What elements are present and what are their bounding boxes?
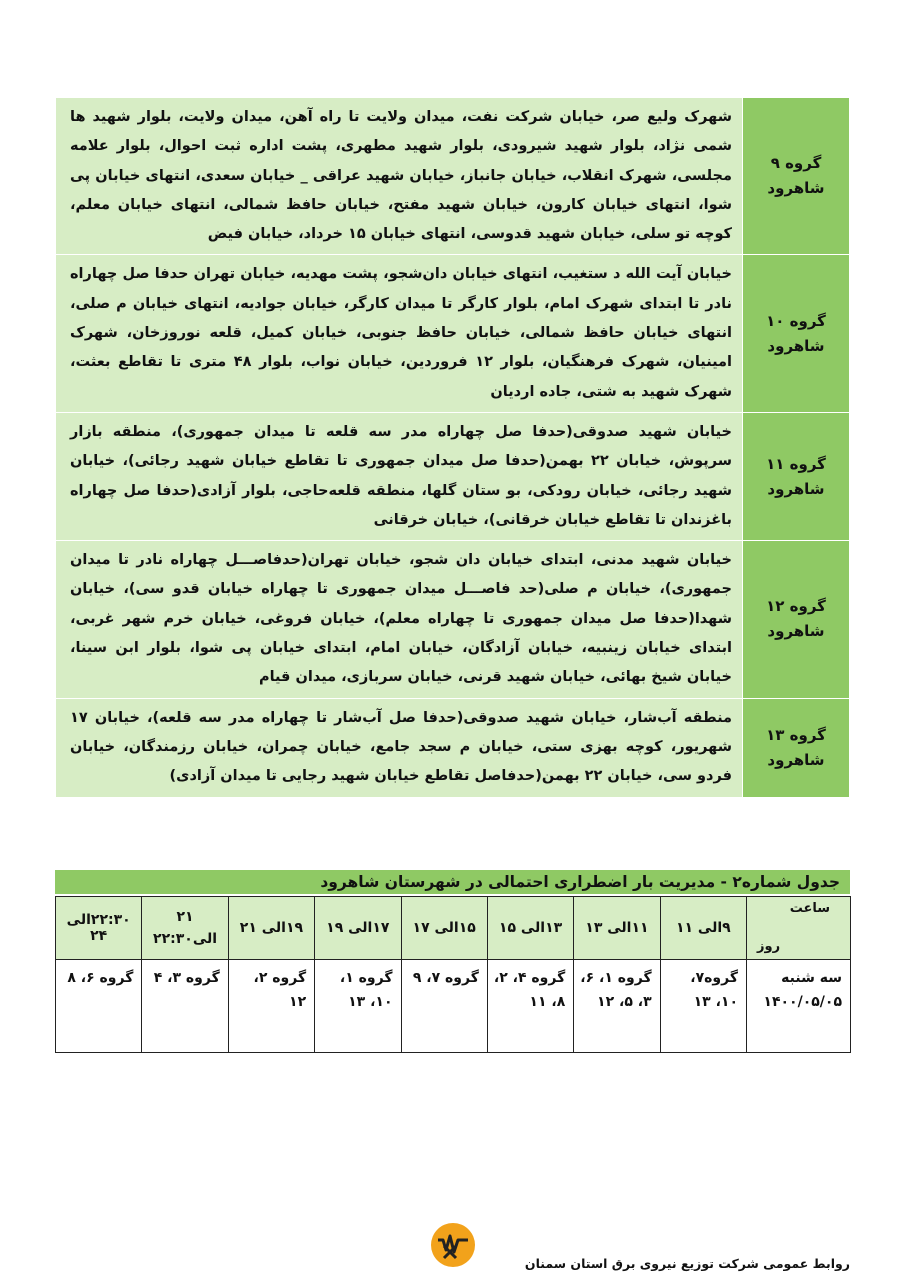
time-slot: ۱۹الی ۲۱ <box>228 897 314 960</box>
group-name: گروه ۱۰ <box>766 311 826 330</box>
slot-groups: گروه ۱، ۱۰، ۱۳ <box>315 960 401 1053</box>
time-slot: ۱۵الی ۱۷ <box>401 897 487 960</box>
group-city: شاهرود <box>767 179 825 198</box>
slot-groups: گروه ۱، ۶، ۳، ۵، ۱۲ <box>574 960 660 1053</box>
group-name-cell <box>743 412 850 540</box>
schedule-day-row <box>56 960 851 1053</box>
company-logo-icon <box>430 1222 476 1268</box>
corner-day-label: روز <box>757 939 781 954</box>
slot-groups: گروه ۷، ۹ <box>401 960 487 1053</box>
group-name: گروه ۱۱ <box>766 454 826 473</box>
corner-time-label: ساعت <box>789 901 830 916</box>
day-date: ۱۴۰۰/۰۵/۰۵ <box>763 994 842 1010</box>
group-row <box>56 412 850 540</box>
time-slot: ۹الی ۱۱ <box>660 897 746 960</box>
group-name-cell <box>743 541 850 698</box>
group-name: گروه ۱۳ <box>766 725 826 744</box>
time-slot: ۱۱الی ۱۳ <box>574 897 660 960</box>
slot-groups: گروه ۴، ۲، ۸، ۱۱ <box>487 960 573 1053</box>
group-areas: شهرک ولیع صر، خیابان شرکت نفت، میدان ولایت تا راه آهن، میدان ولایت، بلوار شهید ها شمی نژاد، بلوار شهید شیرودی، بلوار شهید مطهری، پشت اداره ثبت احوال، بلوار علامه مجلسی، شهرک انقلاب، خیابان جانباز، خیابان شهید عراقی _ خیابان سعدی، انتهای خیابان پی شوا، انتهای خیابان کارون، خیابان شهید مفتح، خیابان حافظ شمالی، انتهای خیابان معلم، کوچه تو سلی، خیابان شهید قدوسی، انتهای خیابان ۱۵ خرداد، خیابان فیض <box>56 98 743 255</box>
group-city: شاهرود <box>767 750 825 769</box>
day-cell <box>747 960 851 1053</box>
group-row <box>56 541 850 698</box>
group-name-cell <box>743 98 850 255</box>
slot-groups: گروه ۶، ۸ <box>56 960 142 1053</box>
group-row <box>56 98 850 255</box>
groups-table <box>55 97 850 798</box>
group-name-cell <box>743 255 850 412</box>
group-city: شاهرود <box>767 622 825 641</box>
group-name: گروه ۹ <box>770 154 822 173</box>
time-slot: ۱۷الی ۱۹ <box>315 897 401 960</box>
group-areas: خیابان شهید صدوقی(حدفا صل چهاراه مدر سه قلعه تا میدان جمهوری)، منطقه بازار سرپوش، خیابان ۲۲ بهمن(حدفا صل میدان جمهوری تا تقاطع خیابان شهید رجائی)، خیابان شهید رجائی، خیابان رودکی، بو ستان گلها، منطقه قلعه‌حاجی، بلوار آزادی(حدفا صل چهاراه باغزندان تا تقاطع خیابان خرقانی)، خیابان خرقانی <box>56 412 743 540</box>
schedule-table <box>55 896 851 1053</box>
slot-groups: گروه۷، ۱۰، ۱۳ <box>660 960 746 1053</box>
table-caption: جدول شماره۲ - مدیریت بار اضطراری احتمالی در شهرستان شاهرود <box>55 870 850 894</box>
group-name-cell <box>743 698 850 797</box>
slot-groups: گروه ۲، ۱۲ <box>228 960 314 1053</box>
time-slot: ۱۳الی ۱۵ <box>487 897 573 960</box>
slot-groups: گروه ۳، ۴ <box>142 960 228 1053</box>
group-areas: خیابان شهید مدنی، ابتدای خیابان دان شجو، خیابان تهران(حدفاصـــل چهاراه نادر تا میدان جمهوری)، خیابان م صلی(حد فاصـــل میدان جمهوری تا چهاراه خیابان قدو سی)، خیابان شهدا(حدفا صل میدان جمهوری تا چهاراه معلم)، خیابان فروغی، خیابان خرم شهر غربی، ابتدای خیابان زینبیه، خیابان آزادگان، خیابان امام، ابتدای خیابان پی شوا، بلوار ابن سینا، خیابان شیخ بهائی، خیابان شهید قرنی، خیابان سربازی، میدان قیام <box>56 541 743 698</box>
group-city: شاهرود <box>767 479 825 498</box>
group-areas: منطقه آب‌شار، خیابان شهید صدوقی(حدفا صل آب‌شار تا چهاراه مدر سه قلعه)، خیابان ۱۷ شهریور، کوچه بهزی ستی، خیابان م سجد جامع، خیابان چمران، خیابان رزمندگان، خیابان فردو سی، خیابان ۲۲ بهمن(حدفاصل تقاطع خیابان شهید رجایی تا میدان آزادی) <box>56 698 743 797</box>
corner-cell <box>747 897 851 960</box>
group-name: گروه ۱۲ <box>766 597 826 616</box>
schedule-header-row <box>56 897 851 960</box>
group-city: شاهرود <box>767 336 825 355</box>
footer-text: روابط عمومی شرکت توزیع نیروی برق استان سمنان <box>524 1256 850 1271</box>
time-slot: ۲۲:۳۰الی ۲۴ <box>56 897 142 960</box>
group-row <box>56 698 850 797</box>
day-name: سه شنبه <box>781 970 842 986</box>
group-row <box>56 255 850 412</box>
time-slot-line: الی۲۲:۳۰ <box>153 931 218 947</box>
time-slot <box>142 897 228 960</box>
time-slot-line: ۲۱ <box>176 909 194 925</box>
group-areas: خیابان آیت الله د ستغیب، انتهای خیابان دان‌شجو، پشت مهدیه، خیابان تهران حدفا صل چهاراه نادر تا ابتدای شهرک امام، بلوار کارگر تا میدان کارگر، خیابان جوادیه، انتهای خیابان م صلی، انتهای خیابان حافظ شمالی، خیابان حافظ جنوبی، خیابان کمیل، قلعه نوروزخان، شهرک امینیان، شهرک فرهنگیان، بلوار ۱۲ فروردین، خیابان نواب، بلوار ۴۸ متری تا تقاطع بعثت، شهرک شهید به شتی، جاده اردیان <box>56 255 743 412</box>
